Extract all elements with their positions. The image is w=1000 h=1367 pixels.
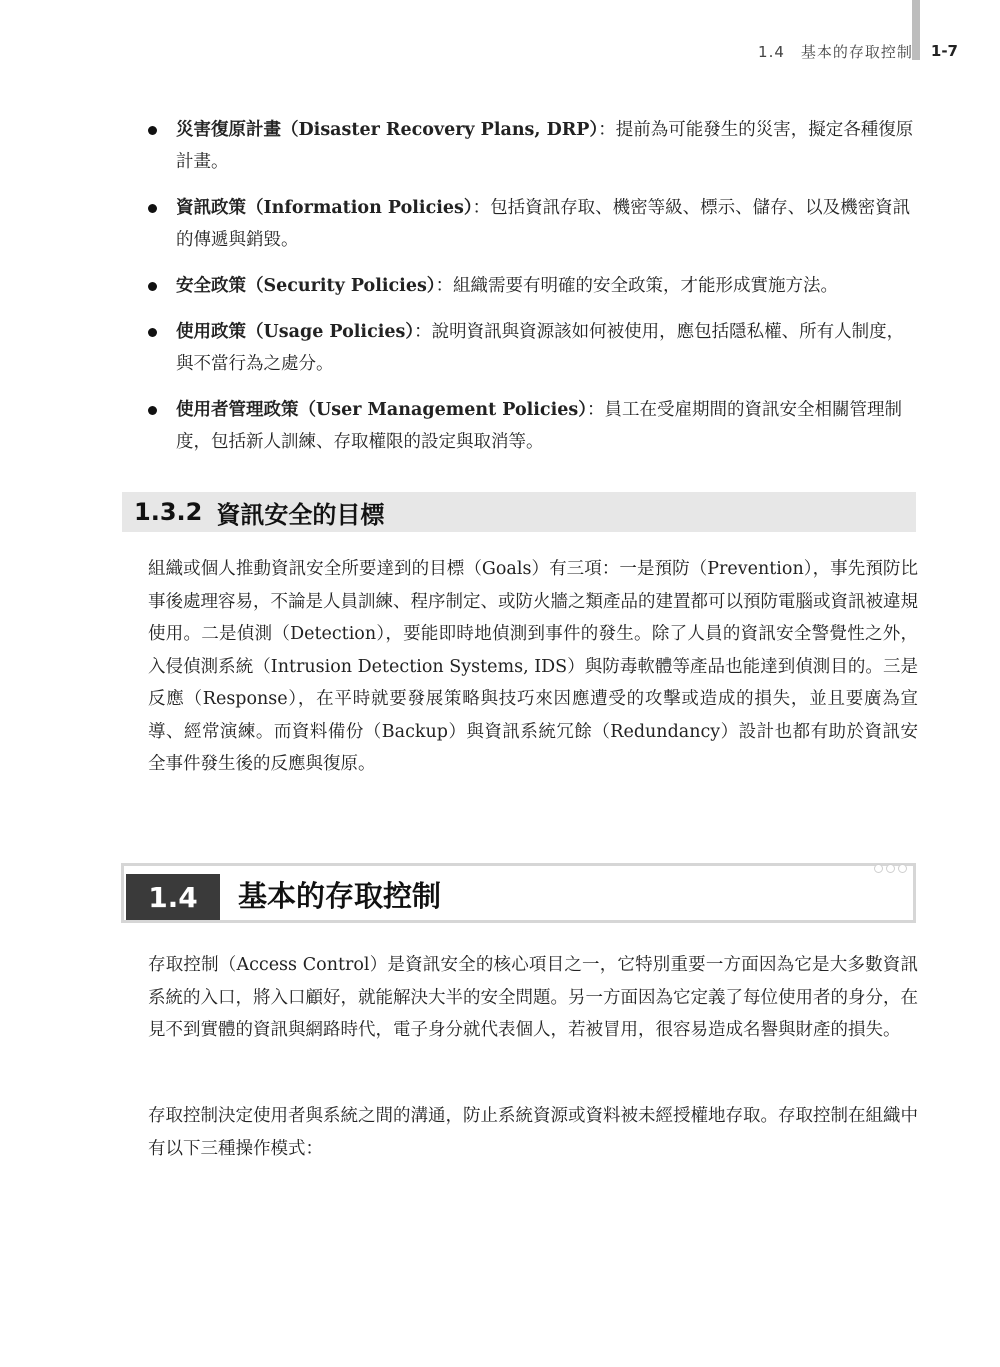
bullet-text: ：員工在受雇期間的資訊安全相關管理制度，包括新人訓練、存取權限的設定與取消等。 <box>176 400 902 452</box>
bullet-text: ：組織需要有明確的安全政策，才能形成實施方法。 <box>435 276 839 296</box>
bullet-term: 使用者管理政策（User Management Policies） <box>176 400 587 420</box>
list-item <box>148 114 918 178</box>
chapter-number: 1.4 <box>126 874 220 920</box>
bullet-dot-icon <box>148 126 157 135</box>
policy-bullet-list <box>148 114 918 472</box>
three-dots-icon <box>874 864 907 873</box>
bullet-term: 安全政策（Security Policies） <box>176 276 436 296</box>
section-title: 資訊安全的目標 <box>216 500 385 529</box>
page-number: 1-7 <box>930 42 958 60</box>
bullet-dot-icon <box>148 282 157 291</box>
bullet-text: ：包括資訊存取、機密等級、標示、儲存、以及機密資訊的傳遞與銷毀。 <box>176 198 911 250</box>
list-item <box>148 270 918 302</box>
chapter-heading-1-4 <box>121 863 916 923</box>
bullet-text: ：提前為可能發生的災害，擬定各種復原計畫。 <box>176 120 914 172</box>
section-heading-1-3-2 <box>122 492 916 532</box>
list-item <box>148 316 918 380</box>
bullet-text: ：說明資訊與資源該如何被使用，應包括隱私權、所有人制度，與不當行為之處分。 <box>176 322 905 374</box>
bullet-term: 使用政策（Usage Policies） <box>176 322 415 342</box>
bullet-term: 資訊政策（Information Policies） <box>176 198 473 218</box>
chapter-title: 基本的存取控制 <box>238 879 442 913</box>
page-header <box>758 38 958 64</box>
list-item <box>148 394 918 458</box>
access-control-paragraph-2: 存取控制決定使用者與系統之間的溝通，防止系統資源或資料被未經授權地存取。存取控制在組織中有以下三種操作模式： <box>148 1106 918 1159</box>
bullet-term: 災害復原計畫（Disaster Recovery Plans, DRP） <box>176 120 599 140</box>
running-header-title: 1.4 基本的存取控制 <box>758 42 913 61</box>
bullet-dot-icon <box>148 406 157 415</box>
access-control-paragraph-1: 存取控制（Access Control）是資訊安全的核心項目之一，它特別重要一方面因為它是大多數資訊系統的入口，將入口顧好，就能解決大半的安全問題。另一方面因為它定義了每位使用者的身分，在見不到實體的資訊與網路時代，電子身分就代表個人，若被冒用，很容易造成名譽與財產的損失。 <box>148 955 918 1040</box>
goals-paragraph: 組織或個人推動資訊安全所要達到的目標（Goals）有三項：一是預防（Prevention），事先預防比事後處理容易，不論是人員訓練、程序制定、或防火牆之類產品的建置都可以預防電腦或資訊被違規使用。二是偵測（Detection），要能即時地偵測到事件的發生。除了人員的資訊安全警覺性之外，入侵偵測系統（Intrusion Detection Systems, IDS）與防毒軟體等產品也能達到偵測目的。三是反應（Response），在平時就要發展策略與技巧來因應遭受的攻擊或造成的損失，並且要廣為宣導、經常演練。而資料備份（Backup）與資訊系統冗餘（Redundancy）設計也都有助於資訊安全事件發生後的反應與復原。 <box>148 559 918 774</box>
bullet-dot-icon <box>148 328 157 337</box>
section-number: 1.3.2 <box>134 498 203 526</box>
list-item <box>148 192 918 256</box>
bullet-dot-icon <box>148 204 157 213</box>
